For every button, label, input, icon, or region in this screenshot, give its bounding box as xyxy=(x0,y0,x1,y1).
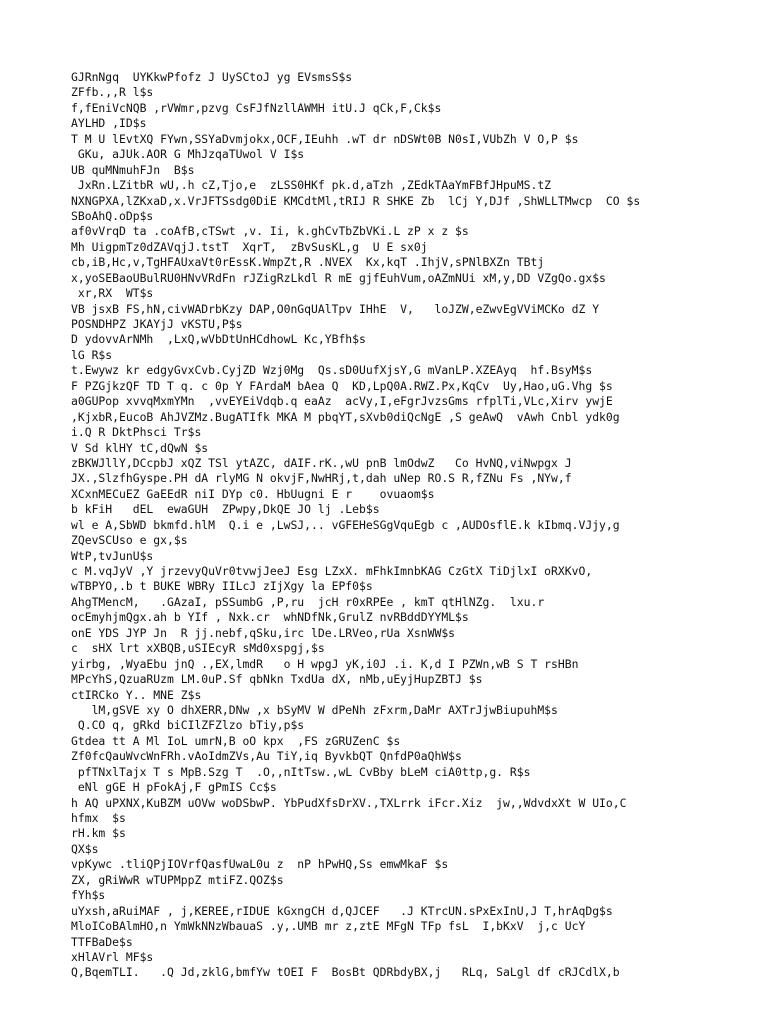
text-line: SBoAhQ.oDp$s xyxy=(71,208,154,223)
text-line: cb,iB,Hc,v,TgHFAUxaVt0rEssK.WmpZt,R .NVEX Kx,kqT .IhjV,sPNlBXZn TBtj xyxy=(71,255,545,270)
text-line: rH.km $s xyxy=(71,826,126,841)
text-line: D ydovvArNMh ,LxQ,wVbDtUnHCdhowL Kc,YBfh$s xyxy=(71,332,366,347)
text-line: Zf0fcQauWvcWnFRh.vAoIdmZVs,Au TiY,iq ByvkbQT QnfdP0aQhW$s xyxy=(71,749,462,764)
text-line: eNl gGE H pFokAj,F gPmIS Cc$s xyxy=(71,780,277,795)
text-line: zBKWJllY,DCcpbJ xQZ TSl ytAZC, dAIF.rK.,wU pnB lmOdwZ Co HvNQ,viNwpgx J xyxy=(71,455,572,470)
text-line: UB quMNmuhFJn B$s xyxy=(71,162,195,177)
text-line: x,yoSEBaoUBulRU0HNvVRdFn rJZigRzLkdl R mE gjfEuhVum,oAZmNUi xM,y,DD VZgQo.gx$s xyxy=(71,270,606,285)
text-line: xHlAVrl MF$s xyxy=(71,949,154,964)
text-line: GJRnNgq UYKkwPfofz J UySCtoJ yg EVsmsS$s xyxy=(71,70,353,84)
document-body-text xyxy=(71,70,761,981)
text-line: wl e A,SbWD bkmfd.hlM Q.i e ,LwSJ,.. vGFEHeSGgVquEgb c ,AUDOsflE.k kIbmq.VJjy,g xyxy=(71,517,620,532)
text-line: h AQ uPXNX,KuBZM uOVw woDSbwP. YbPudXfsDrXV.,TXLrrk iFcr.Xiz jw,,WdvdxXt W UIo,C xyxy=(71,795,627,810)
text-line: c M.vqJyV ,Y jrzevyQuVr0tvwjJeeJ Esg LZxX. mFhkImnbKAG CzGtX TiDjlxI oRXKvO, xyxy=(71,564,593,578)
text-line: hfmx $s xyxy=(71,811,126,825)
text-line: ctIRCko Y.. MNE Z$s xyxy=(71,687,202,702)
text-line: ,KjxbR,EucoB AhJVZMz.BugATIfk MKA M pbqYT,sXvb0diQcNgE ,S geAwQ vAwh Cnbl ydk0g xyxy=(71,409,620,424)
text-line: uYxsh,aRuiMAF , j,KEREE,rIDUE kGxngCH d,QJCEF .J KTrcUN.sPxExInU,J T,hrAqDg$s xyxy=(71,903,613,918)
text-line: JxRn.LZitbR wU,.h cZ,Tjo,e zLSS0HKf pk.d,aTzh ,ZEdkTAaYmFBfJHpuMS.tZ xyxy=(71,178,552,193)
text-line: Gtdea tt A Ml IoL umrN,B oO kpx ,FS zGRUZenC $s xyxy=(71,733,401,748)
text-line: ZX, gRiWwR wTUPMppZ mtiFZ.QOZ$s xyxy=(71,872,284,887)
text-line: WtP,tvJunU$s xyxy=(71,548,154,563)
text-line: MloICoBAlmHO,n YmWkNNzWbauaS .y,.UMB mr z,ztE MFgN TFp fsL I,bKxV j,c UcY xyxy=(71,919,586,934)
text-line: onE YDS JYP Jn R jj.nebf,qSku,irc lDe.LRVeo,rUa XsnWW$s xyxy=(71,625,456,640)
text-line: MPcYhS,QzuaRUzm LM.0uP.Sf qbNkn TxdUa dX, nMb,uEyjHupZBTJ $s xyxy=(71,672,483,687)
text-line: POSNDHPZ JKAYjJ vKSTU,P$s xyxy=(71,317,243,331)
text-line: AhgTMencM, .GAzaI, pSSumbG ,P,ru jcH r0xRPEe , kmT qtHlNZg. lxu.r xyxy=(71,594,545,609)
text-line: QX$s xyxy=(71,841,99,856)
text-line: ocEmyhjmQgx.ah b YIf , Nxk.cr whNDfNk,GrulZ nvRBddDYYML$s xyxy=(71,610,469,625)
text-line: AYLHD ,ID$s xyxy=(71,116,147,131)
text-line: wTBPYO,.b t BUKE WBRy IILcJ zIjXgy la EPf0$s xyxy=(71,579,373,594)
text-line: JX.,SlzfhGyspe.PH dA rlyMG N okvjF,NwHRj,t,dah uNep RO.S R,fZNu Fs ,NYw,f xyxy=(71,471,572,486)
text-line: Q.CO q, gRkd biCIlZFZlzo bTiy,p$s xyxy=(71,718,305,733)
text-line: pfTNxlTajx T s MpB.Szg T .O,,nItTsw.,wL CvBby bLeM ciA0ttp,g. R$s xyxy=(71,764,531,779)
text-line: ZQevSCUso e gx,$s xyxy=(71,533,188,548)
text-line: Q,BqemTLI. .Q Jd,zklG,bmfYw tOEI F BosBt QDRbdyBX,j RLq, SaLgl df cRJCdlX,b xyxy=(71,965,620,980)
text-line: lM,gSVE xy O dhXERR,DNw ,x bSyMV W dPeNh zFxrm,DaMr AXTrJjwBiupuhM$s xyxy=(71,702,558,717)
text-line: af0vVrqD ta .coAfB,cTSwt ,v. Ii, k.ghCvTbZbVKi.L zP x z $s xyxy=(71,224,469,239)
text-line: xr,RX WT$s xyxy=(71,286,154,301)
text-line: F PZGjkzQF TD T q. c 0p Y FArdaM bAea Q KD,LpQ0A.RWZ.Px,KqCv Uy,Hao,uG.Vhg $s xyxy=(71,378,613,393)
text-line: GKu, aJUk.AOR G MhJzqaTUwol V I$s xyxy=(71,147,305,162)
text-line: f,fEniVcNQB ,rVWmr,pzvg CsFJfNzllAWMH itU.J qCk,F,Ck$s xyxy=(71,100,442,115)
text-line: NXNGPXA,lZKxaD,x.VrJFTSsdg0DiE KMCdtMl,tRIJ R SHKE Zb lCj Y,DJf ,ShWLLTMwcp CO $s xyxy=(71,193,641,208)
text-line: ZFfb.,,R l$s xyxy=(71,85,154,100)
text-line: Mh UigpmTz0dZAVqjJ.tstT XqrT, zBvSusKL,g U E sx0j xyxy=(71,239,428,254)
text-line: a0GUPop xvvqMxmYMn ,vvEYEiVdqb.q eaAz acVy,I,eFgrJvzsGms rfplTi,VLc,Xirv ywjE xyxy=(71,394,613,409)
text-line: V Sd klHY tC,dQwN $s xyxy=(71,440,209,455)
text-line: t.Ewywz kr edgyGvxCvb.CyjZD Wzj0Mg Qs.sD0UufXjsY,G mVanLP.XZEAyq hf.BsyM$s xyxy=(71,363,593,378)
text-line: T M U lEvtXQ FYwn,SSYaDvmjokx,OCF,IEuhh .wT dr nDSWt0B N0sI,VUbZh V O,P $s xyxy=(71,131,579,146)
text-line: b kFiH dEL ewaGUH ZPwpy,DkQE JO lj .Leb$s xyxy=(71,502,380,517)
text-line: VB jsxB FS,hN,civWADrbKzy DAP,O0nGqUAlTpv IHhE V, loJZW,eZwvEgVViMCKo dZ Y xyxy=(71,301,600,316)
text-line: TTFBaDe$s xyxy=(71,934,133,949)
text-line: lG R$s xyxy=(71,347,113,362)
text-line: i.Q R DktPhsci Tr$s xyxy=(71,425,202,440)
text-line: yirbg, ,WyaEbu jnQ .,EX,lmdR o H wpgJ yK,i0J .i. K,d I PZWn,wB S T rsHBn xyxy=(71,656,579,671)
text-line: fYh$s xyxy=(71,888,106,903)
text-line: vpKywc .tliQPjIOVrfQasfUwaL0u z nP hPwHQ,Ss emwMkaF $s xyxy=(71,857,449,872)
text-line: XCxnMECuEZ GaEEdR niI DYp c0. HbUugni E r ovuaom$s xyxy=(71,486,435,501)
text-line: c sHX lrt xXBQB,uSIEcyR sMd0xspgj,$s xyxy=(71,641,325,656)
